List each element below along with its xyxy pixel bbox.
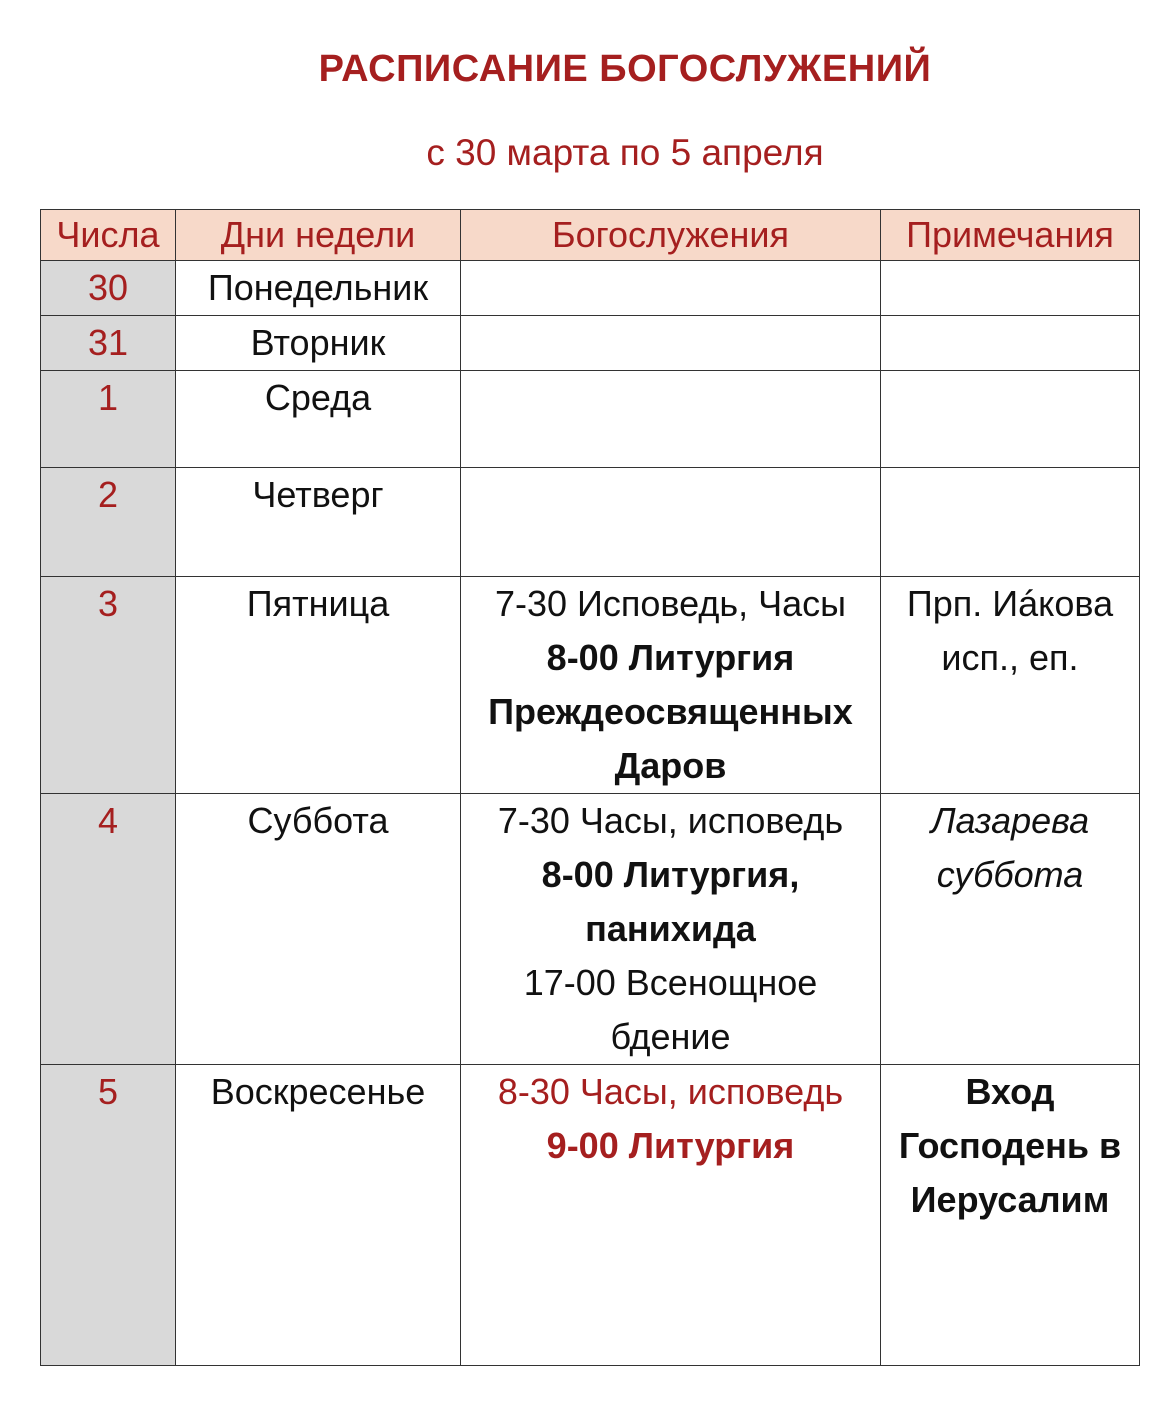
services-cell bbox=[461, 794, 881, 1065]
cell-line: 7-30 Часы, исповедь bbox=[497, 800, 844, 841]
date-number: 1 bbox=[41, 371, 176, 468]
cell-line: панихида bbox=[585, 908, 756, 949]
date-number: 2 bbox=[41, 468, 176, 577]
table-row bbox=[41, 794, 1140, 1065]
schedule-table bbox=[40, 209, 1140, 1366]
cell-line: 9-00 Литургия bbox=[546, 1125, 795, 1166]
table-row bbox=[41, 261, 1140, 316]
cell-line: исп., еп. bbox=[941, 637, 1079, 678]
notes-cell bbox=[881, 371, 1140, 468]
cell-line: Преждеосвященных bbox=[488, 691, 853, 732]
header-services: Богослужения bbox=[461, 210, 881, 261]
weekday: Понедельник bbox=[176, 261, 461, 316]
weekday: Среда bbox=[176, 371, 461, 468]
date-number: 30 bbox=[41, 261, 176, 316]
cell-line: Лазарева bbox=[930, 800, 1090, 841]
header-numbers: Числа bbox=[41, 210, 176, 261]
page-title: РАСПИСАНИЕ БОГОСЛУЖЕНИЙ bbox=[318, 48, 932, 90]
table-row bbox=[41, 577, 1140, 794]
notes-cell bbox=[881, 468, 1140, 577]
date-number: 5 bbox=[41, 1065, 176, 1366]
services-cell bbox=[461, 468, 881, 577]
notes-cell bbox=[881, 316, 1140, 371]
notes-cell bbox=[881, 1065, 1140, 1366]
date-range-subtitle: с 30 марта по 5 апреля bbox=[426, 132, 824, 173]
date-number: 4 bbox=[41, 794, 176, 1065]
cell-line: Господень в bbox=[898, 1125, 1122, 1166]
table-row bbox=[41, 468, 1140, 577]
cell-line: Даров bbox=[614, 745, 727, 786]
notes-cell bbox=[881, 577, 1140, 794]
services-cell bbox=[461, 577, 881, 794]
schedule-body bbox=[41, 261, 1140, 1366]
date-number: 31 bbox=[41, 316, 176, 371]
cell-line: бдение bbox=[610, 1016, 731, 1057]
table-row bbox=[41, 371, 1140, 468]
weekday: Четверг bbox=[176, 468, 461, 577]
cell-line: 8-30 Часы, исповедь bbox=[497, 1071, 844, 1112]
weekday: Пятница bbox=[176, 577, 461, 794]
services-cell bbox=[461, 316, 881, 371]
weekday: Вторник bbox=[176, 316, 461, 371]
cell-line: 7-30 Исповедь, Часы bbox=[494, 583, 847, 624]
services-cell bbox=[461, 371, 881, 468]
cell-line: 17-00 Всенощное bbox=[523, 962, 818, 1003]
cell-line: 8-00 Литургия, bbox=[541, 854, 800, 895]
table-row bbox=[41, 316, 1140, 371]
cell-line: 8-00 Литургия bbox=[546, 637, 795, 678]
date-number: 3 bbox=[41, 577, 176, 794]
services-cell bbox=[461, 261, 881, 316]
weekday: Суббота bbox=[176, 794, 461, 1065]
cell-line: Прп. Иáкова bbox=[906, 583, 1114, 624]
cell-line: Вход bbox=[965, 1071, 1055, 1112]
weekday: Воскресенье bbox=[176, 1065, 461, 1366]
header-notes: Примечания bbox=[881, 210, 1140, 261]
header-weekdays: Дни недели bbox=[176, 210, 461, 261]
table-row bbox=[41, 1065, 1140, 1366]
notes-cell bbox=[881, 261, 1140, 316]
notes-cell bbox=[881, 794, 1140, 1065]
cell-line: Иерусалим bbox=[910, 1179, 1110, 1220]
table-header-row bbox=[41, 210, 1140, 261]
cell-line: суббота bbox=[936, 854, 1084, 895]
services-cell bbox=[461, 1065, 881, 1366]
